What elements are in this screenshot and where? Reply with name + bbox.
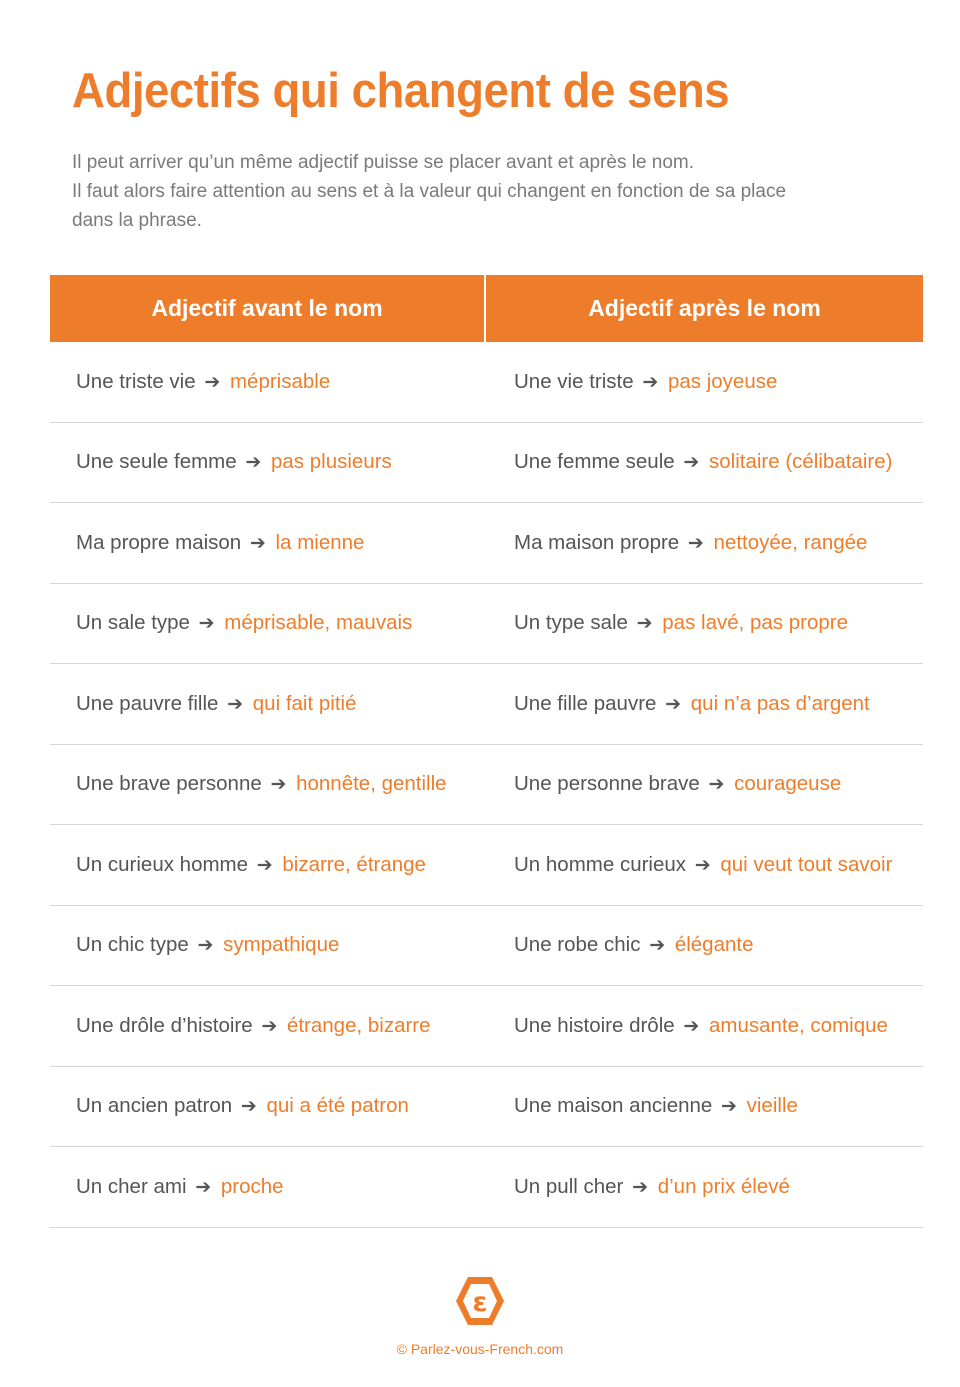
arrow-right-icon: ➔	[245, 451, 262, 474]
meaning-text: vieille	[746, 1094, 798, 1118]
arrow-right-icon: ➔	[204, 370, 221, 393]
meaning-text: méprisable, mauvais	[224, 611, 413, 635]
meaning-text: étrange, bizarre	[286, 1013, 431, 1037]
arrow-right-icon: ➔	[632, 1175, 649, 1198]
arrow-right-icon: ➔	[261, 1014, 278, 1037]
logo-glyph: ε	[472, 1287, 488, 1318]
arrow-right-icon: ➔	[195, 1175, 212, 1198]
arrow-right-icon: ➔	[687, 531, 704, 554]
example-phrase: Une brave personne	[76, 772, 262, 796]
table-row	[50, 1067, 923, 1148]
intro-line: dans la phrase.	[72, 210, 202, 231]
meaning-text: sympathique	[223, 933, 340, 957]
cell-before-noun	[50, 531, 487, 555]
arrow-right-icon: ➔	[721, 1095, 737, 1118]
cell-before-noun	[50, 450, 487, 474]
meaning-text: pas plusieurs	[271, 450, 392, 474]
example-phrase: Une maison ancienne	[514, 1094, 713, 1118]
meaning-text: qui veut tout savoir	[720, 852, 893, 876]
meaning-text: d’un prix élevé	[657, 1174, 790, 1198]
table-row	[50, 1147, 923, 1228]
example-phrase: Ma maison propre	[514, 530, 680, 554]
example-phrase: Une vie triste	[514, 369, 634, 393]
cell-before-noun	[50, 933, 487, 957]
copyright-credit: © Parlez-vous-French.com	[396, 1341, 564, 1357]
hexagon-epsilon-logo-icon	[453, 1274, 507, 1328]
cell-after-noun	[487, 611, 923, 635]
arrow-right-icon: ➔	[665, 692, 682, 715]
cell-after-noun	[487, 772, 923, 796]
cell-before-noun	[50, 1014, 487, 1038]
cell-after-noun	[487, 1014, 923, 1038]
arrow-right-icon: ➔	[683, 451, 700, 474]
header-after-noun: Adjectif après le nom	[588, 295, 821, 321]
example-phrase: Un chic type	[76, 933, 189, 957]
arrow-right-icon: ➔	[256, 853, 273, 876]
example-phrase: Une drôle d’histoire	[76, 1013, 253, 1037]
meaning-text: élégante	[674, 933, 754, 957]
table-row	[50, 745, 923, 826]
example-phrase: Un sale type	[76, 611, 190, 635]
meaning-text: qui fait pitié	[252, 691, 357, 715]
table-row	[50, 423, 923, 504]
example-phrase: Un homme curieux	[514, 852, 687, 876]
cell-before-noun	[50, 1175, 487, 1199]
page-title: Adjectifs qui changent de sens	[72, 64, 730, 118]
meaning-text: qui a été patron	[266, 1094, 409, 1118]
meaning-text: nettoyée, rangée	[713, 530, 868, 554]
cell-after-noun	[487, 853, 923, 877]
cell-after-noun	[487, 692, 923, 716]
example-phrase: Une histoire drôle	[514, 1013, 675, 1037]
example-phrase: Ma propre maison	[76, 530, 242, 554]
cell-after-noun	[487, 450, 923, 474]
cell-before-noun	[50, 611, 487, 635]
meaning-text: amusante, comique	[709, 1013, 888, 1037]
table-header	[50, 275, 923, 342]
header-before-noun: Adjectif avant le nom	[50, 275, 486, 342]
table-row	[50, 906, 923, 987]
arrow-right-icon: ➔	[694, 853, 711, 876]
table-row	[50, 503, 923, 584]
arrow-right-icon: ➔	[683, 1014, 700, 1037]
arrow-right-icon: ➔	[649, 934, 666, 957]
meaning-text: courageuse	[734, 772, 842, 796]
meaning-text: honnête, gentille	[296, 772, 447, 796]
arrow-right-icon: ➔	[642, 370, 659, 393]
meaning-text: méprisable	[229, 369, 331, 393]
arrow-right-icon: ➔	[227, 692, 244, 715]
example-phrase: Un pull cher	[514, 1174, 624, 1198]
intro-line: Il peut arriver qu’un même adjectif puisse se placer avant et après le nom.	[72, 152, 695, 173]
table-row	[50, 986, 923, 1067]
intro-line: Il faut alors faire attention au sens et à la valeur qui changent en fonction de sa place	[72, 181, 787, 202]
arrow-right-icon: ➔	[270, 773, 287, 796]
example-phrase: Une femme seule	[514, 450, 675, 474]
cell-before-noun	[50, 1094, 487, 1118]
arrow-right-icon: ➔	[198, 612, 215, 635]
example-phrase: Une seule femme	[76, 450, 237, 474]
table-body	[50, 342, 923, 1228]
example-phrase: Une triste vie	[76, 369, 196, 393]
adjectives-table	[50, 275, 923, 1228]
meaning-text: bizarre, étrange	[282, 852, 426, 876]
example-phrase: Une pauvre fille	[76, 691, 219, 715]
cell-before-noun	[50, 370, 487, 394]
cell-before-noun	[50, 772, 487, 796]
table-row	[50, 342, 923, 423]
example-phrase: Une personne brave	[514, 772, 700, 796]
arrow-right-icon: ➔	[249, 531, 266, 554]
cell-after-noun	[487, 933, 923, 957]
arrow-right-icon: ➔	[708, 773, 725, 796]
cell-before-noun	[50, 692, 487, 716]
example-phrase: Un type sale	[514, 611, 628, 635]
example-phrase: Une robe chic	[514, 933, 641, 957]
cell-before-noun	[50, 853, 487, 877]
cell-after-noun	[487, 1175, 923, 1199]
intro-paragraph	[72, 148, 872, 235]
meaning-text: pas joyeuse	[667, 369, 778, 393]
cell-after-noun	[487, 370, 923, 394]
arrow-right-icon: ➔	[636, 612, 653, 635]
meaning-text: solitaire (célibataire)	[709, 450, 893, 474]
example-phrase: Un ancien patron	[76, 1094, 233, 1118]
meaning-text: qui n’a pas d’argent	[690, 691, 870, 715]
example-phrase: Un curieux homme	[76, 852, 249, 876]
arrow-right-icon: ➔	[240, 1095, 257, 1118]
example-phrase: Une fille pauvre	[514, 691, 657, 715]
cell-after-noun	[487, 1094, 923, 1118]
cell-after-noun	[487, 531, 923, 555]
table-row	[50, 584, 923, 665]
meaning-text: proche	[220, 1174, 284, 1198]
meaning-text: pas lavé, pas propre	[662, 611, 849, 635]
arrow-right-icon: ➔	[197, 934, 214, 957]
meaning-text: la mienne	[275, 530, 365, 554]
table-row	[50, 825, 923, 906]
example-phrase: Un cher ami	[76, 1174, 187, 1198]
table-row	[50, 664, 923, 745]
